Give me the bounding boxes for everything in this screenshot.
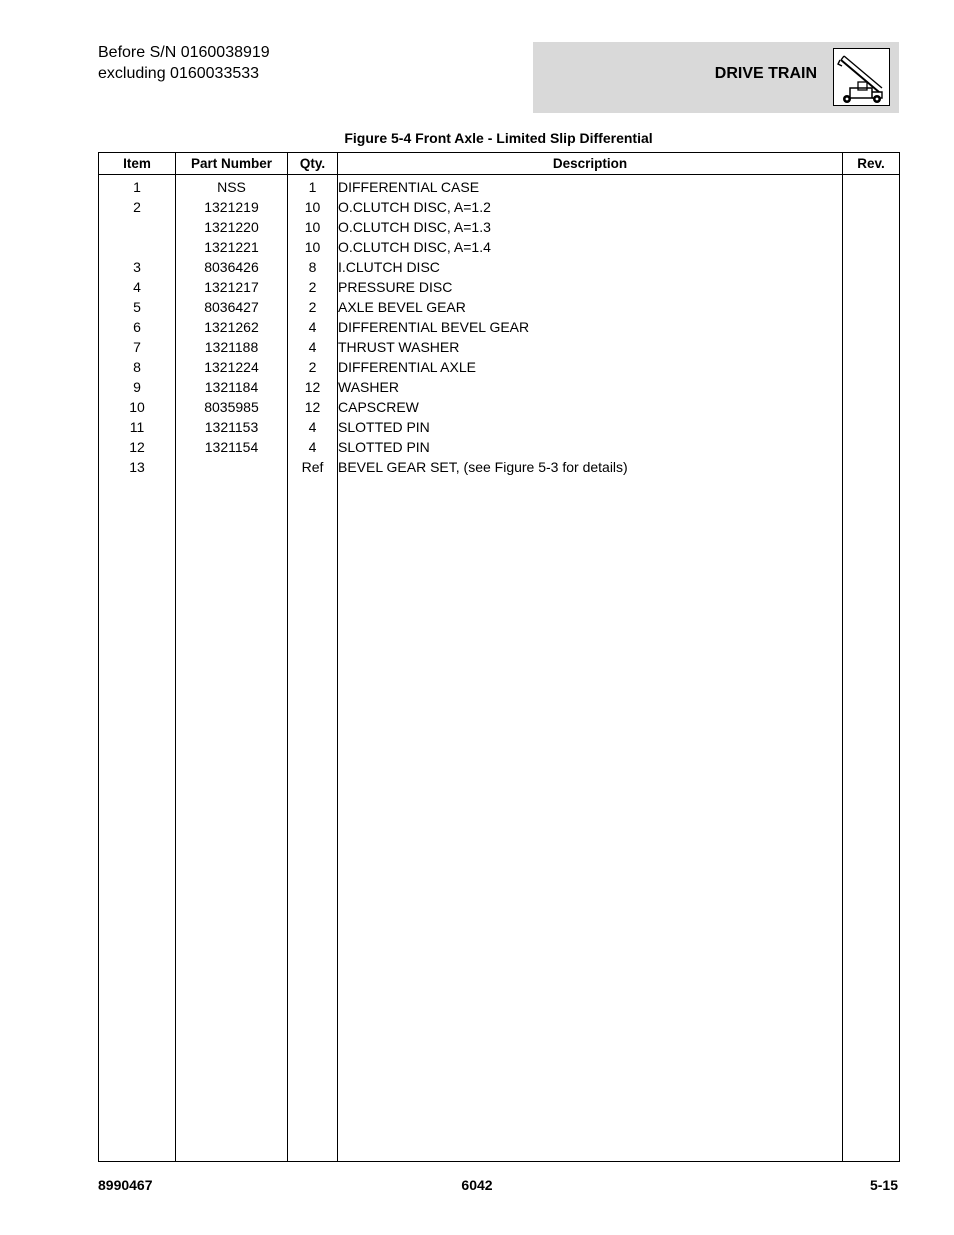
cell-item: 8	[99, 357, 176, 377]
cell-description: O.CLUTCH DISC, A=1.4	[338, 237, 843, 257]
cell-part-number: 1321262	[176, 317, 288, 337]
cell-rev	[843, 217, 900, 237]
table-row	[99, 337, 900, 357]
cell-rev	[843, 317, 900, 337]
section-header	[533, 42, 899, 113]
cell-part-number: 1321153	[176, 417, 288, 437]
cell-description: I.CLUTCH DISC	[338, 257, 843, 277]
table-row	[99, 237, 900, 257]
parts-table-body	[99, 175, 900, 1162]
cell-rev	[843, 457, 900, 477]
cell-description: SLOTTED PIN	[338, 437, 843, 457]
cell-description: CAPSCREW	[338, 397, 843, 417]
cell-rev	[843, 197, 900, 217]
column-header-qty: Qty.	[288, 153, 338, 175]
cell-qty: 10	[288, 237, 338, 257]
table-row	[99, 197, 900, 217]
table-row	[99, 437, 900, 457]
cell-description: WASHER	[338, 377, 843, 397]
cell-item: 11	[99, 417, 176, 437]
cell-part-number: 8036426	[176, 257, 288, 277]
cell-item: 9	[99, 377, 176, 397]
table-row	[99, 257, 900, 277]
cell-item: 4	[99, 277, 176, 297]
cell-description: SLOTTED PIN	[338, 417, 843, 437]
cell-item: 10	[99, 397, 176, 417]
cell-part-number: 8036427	[176, 297, 288, 317]
telehandler-icon	[833, 48, 890, 106]
cell-rev	[843, 277, 900, 297]
cell-description: O.CLUTCH DISC, A=1.3	[338, 217, 843, 237]
cell-qty: 12	[288, 397, 338, 417]
cell-part-number: NSS	[176, 175, 288, 198]
cell-rev	[843, 297, 900, 317]
cell-qty: 12	[288, 377, 338, 397]
column-header-rev: Rev.	[843, 153, 900, 175]
cell-qty: 4	[288, 337, 338, 357]
serial-number-note	[98, 42, 270, 84]
cell-part-number: 1321219	[176, 197, 288, 217]
cell-item: 3	[99, 257, 176, 277]
cell-item: 13	[99, 457, 176, 477]
table-row	[99, 175, 900, 198]
serial-line-2: excluding 0160033533	[98, 65, 260, 82]
cell-qty: 4	[288, 437, 338, 457]
cell-description: THRUST WASHER	[338, 337, 843, 357]
cell-rev	[843, 397, 900, 417]
cell-part-number: 1321188	[176, 337, 288, 357]
cell-description: DIFFERENTIAL AXLE	[338, 357, 843, 377]
cell-item: 7	[99, 337, 176, 357]
cell-item: 2	[99, 197, 176, 217]
cell-qty: 1	[288, 175, 338, 198]
cell-rev	[843, 357, 900, 377]
cell-item: 12	[99, 437, 176, 457]
cell-qty: 2	[288, 277, 338, 297]
cell-part-number: 1321217	[176, 277, 288, 297]
parts-table	[98, 152, 900, 1162]
serial-line-1: Before S/N 0160038919	[98, 44, 270, 61]
cell-part-number: 1321220	[176, 217, 288, 237]
cell-rev	[843, 237, 900, 257]
table-row	[99, 217, 900, 237]
table-row	[99, 277, 900, 297]
footer-page-number: 5-15	[869, 1177, 898, 1193]
cell-description: O.CLUTCH DISC, A=1.2	[338, 197, 843, 217]
cell-part-number: 1321224	[176, 357, 288, 377]
cell-qty: 10	[288, 197, 338, 217]
cell-qty: 2	[288, 297, 338, 317]
table-row	[99, 357, 900, 377]
table-row	[99, 457, 900, 477]
cell-qty: Ref	[288, 457, 338, 477]
cell-part-number: 1321184	[176, 377, 288, 397]
cell-rev	[843, 257, 900, 277]
cell-item	[99, 237, 176, 257]
cell-item: 5	[99, 297, 176, 317]
cell-rev	[843, 417, 900, 437]
table-header-row	[99, 153, 900, 175]
cell-item: 1	[99, 175, 176, 198]
cell-description: DIFFERENTIAL CASE	[338, 175, 843, 198]
cell-rev	[843, 337, 900, 357]
cell-part-number: 8035985	[176, 397, 288, 417]
column-header-part-number: Part Number	[176, 153, 288, 175]
table-row	[99, 377, 900, 397]
cell-rev	[843, 437, 900, 457]
cell-qty: 8	[288, 257, 338, 277]
cell-part-number: 1321221	[176, 237, 288, 257]
cell-rev	[843, 377, 900, 397]
table-row	[99, 417, 900, 437]
table-row	[99, 397, 900, 417]
section-title: DRIVE TRAIN	[714, 65, 817, 82]
column-header-description: Description	[338, 153, 843, 175]
footer-model-number: 6042	[461, 1177, 493, 1193]
cell-description: AXLE BEVEL GEAR	[338, 297, 843, 317]
table-row	[99, 297, 900, 317]
cell-part-number	[176, 457, 288, 477]
cell-qty: 4	[288, 417, 338, 437]
cell-qty: 4	[288, 317, 338, 337]
cell-qty: 2	[288, 357, 338, 377]
figure-title: Figure 5-4 Front Axle - Limited Slip Differential	[344, 130, 653, 146]
footer-document-number: 8990467	[98, 1177, 153, 1193]
cell-qty: 10	[288, 217, 338, 237]
cell-part-number: 1321154	[176, 437, 288, 457]
cell-item: 6	[99, 317, 176, 337]
cell-description: BEVEL GEAR SET, (see Figure 5-3 for details)	[338, 457, 843, 477]
table-row	[99, 317, 900, 337]
cell-description: PRESSURE DISC	[338, 277, 843, 297]
cell-description: DIFFERENTIAL BEVEL GEAR	[338, 317, 843, 337]
column-header-item: Item	[99, 153, 176, 175]
cell-item	[99, 217, 176, 237]
cell-rev	[843, 175, 900, 198]
table-filler-row	[99, 477, 900, 1162]
